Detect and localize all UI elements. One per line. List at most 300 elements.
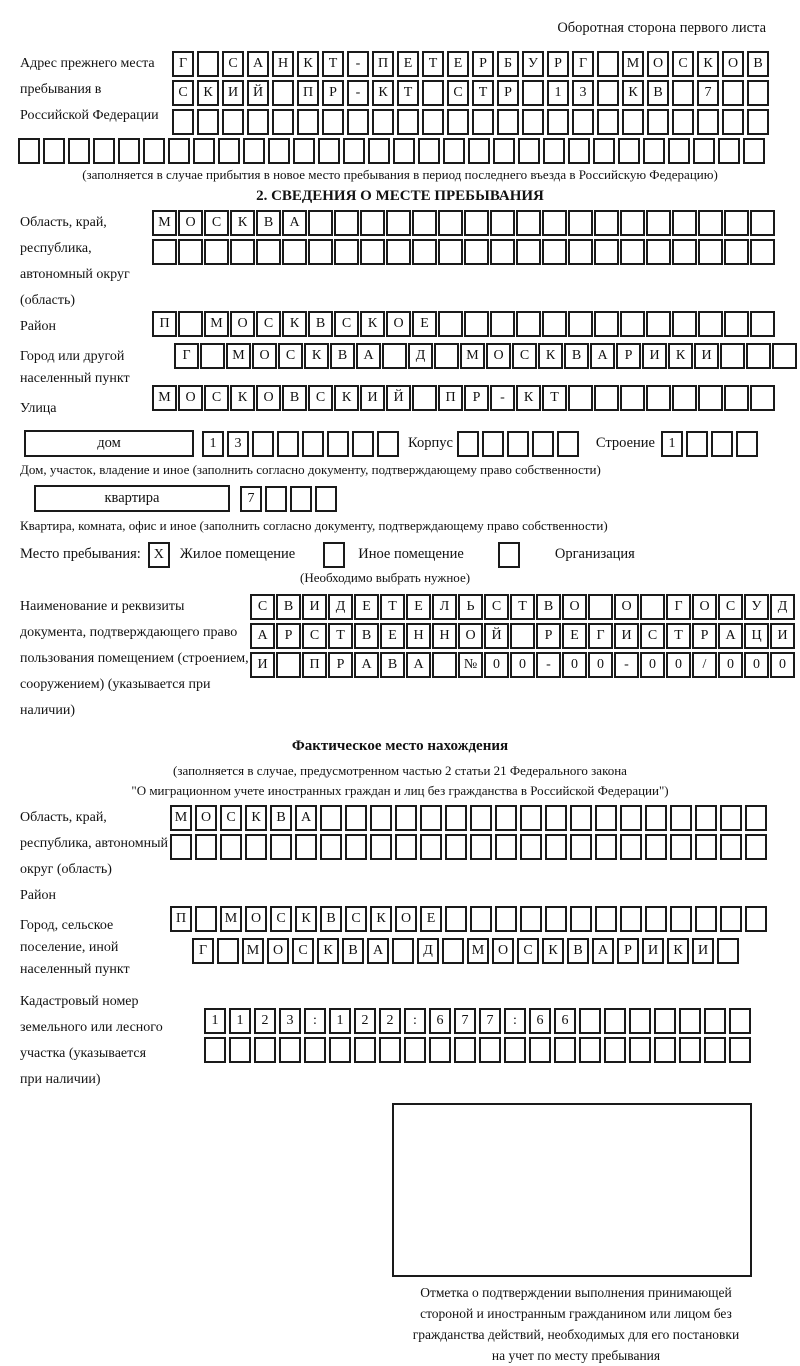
char-cell[interactable]: 0 [562,652,587,678]
char-cell[interactable] [178,311,203,337]
char-cell[interactable]: 6 [554,1008,576,1034]
char-cell[interactable] [347,109,369,135]
char-cell[interactable] [557,431,579,457]
char-cell[interactable] [490,311,515,337]
char-cell[interactable] [594,239,619,265]
char-cell[interactable] [438,210,463,236]
char-cell[interactable] [279,1037,301,1063]
char-cell[interactable]: С [308,385,333,411]
char-cell[interactable] [532,431,554,457]
char-cell[interactable]: О [614,594,639,620]
char-cell[interactable] [597,80,619,106]
char-cell[interactable]: П [372,51,394,77]
char-cell[interactable] [736,431,758,457]
char-cell[interactable] [270,834,292,860]
char-cell[interactable] [490,239,515,265]
char-cell[interactable] [595,834,617,860]
char-cell[interactable]: Ь [458,594,483,620]
char-cell[interactable]: С [517,938,539,964]
char-cell[interactable] [200,343,225,369]
char-cell[interactable] [542,239,567,265]
char-cell[interactable] [386,210,411,236]
char-cell[interactable]: М [467,938,489,964]
char-cell[interactable]: 0 [484,652,509,678]
char-cell[interactable]: А [295,805,317,831]
char-cell[interactable]: 7 [479,1008,501,1034]
char-cell[interactable] [170,834,192,860]
char-cell[interactable]: 0 [744,652,769,678]
char-cell[interactable] [724,239,749,265]
char-cell[interactable] [654,1008,676,1034]
char-cell[interactable] [293,138,315,164]
char-cell[interactable]: С [447,80,469,106]
char-cell[interactable] [193,138,215,164]
char-cell[interactable] [197,51,219,77]
char-cell[interactable]: В [320,906,342,932]
char-cell[interactable]: 1 [661,431,683,457]
char-cell[interactable] [438,239,463,265]
char-cell[interactable] [370,834,392,860]
char-cell[interactable]: В [354,623,379,649]
char-cell[interactable]: 2 [254,1008,276,1034]
char-cell[interactable] [43,138,65,164]
char-cell[interactable] [495,805,517,831]
char-cell[interactable]: 3 [227,431,249,457]
char-cell[interactable]: Р [547,51,569,77]
char-cell[interactable] [318,138,340,164]
char-cell[interactable] [272,109,294,135]
char-cell[interactable] [217,938,239,964]
char-cell[interactable] [645,834,667,860]
char-cell[interactable]: Г [174,343,199,369]
char-cell[interactable] [695,834,717,860]
char-cell[interactable]: : [504,1008,526,1034]
char-cell[interactable] [320,805,342,831]
char-cell[interactable]: Д [408,343,433,369]
char-cell[interactable] [568,311,593,337]
char-cell[interactable] [368,138,390,164]
char-cell[interactable] [195,906,217,932]
char-cell[interactable]: 3 [572,80,594,106]
char-cell[interactable]: И [360,385,385,411]
char-cell[interactable]: Г [666,594,691,620]
char-cell[interactable]: В [380,652,405,678]
checkbox-organization[interactable] [498,542,520,568]
char-cell[interactable]: О [267,938,289,964]
char-cell[interactable]: О [395,906,417,932]
char-cell[interactable] [594,210,619,236]
char-cell[interactable]: 2 [354,1008,376,1034]
char-cell[interactable] [645,906,667,932]
char-cell[interactable] [640,594,665,620]
char-cell[interactable] [464,210,489,236]
char-cell[interactable] [397,109,419,135]
char-cell[interactable]: П [152,311,177,337]
char-cell[interactable]: М [152,385,177,411]
char-cell[interactable]: И [302,594,327,620]
char-cell[interactable] [647,109,669,135]
char-cell[interactable]: В [647,80,669,106]
char-cell[interactable]: И [692,938,714,964]
char-cell[interactable] [595,805,617,831]
char-cell[interactable]: А [250,623,275,649]
char-cell[interactable]: М [460,343,485,369]
char-cell[interactable]: Т [666,623,691,649]
char-cell[interactable] [254,1037,276,1063]
char-cell[interactable] [18,138,40,164]
char-cell[interactable] [379,1037,401,1063]
char-cell[interactable]: В [747,51,769,77]
char-cell[interactable] [418,138,440,164]
char-cell[interactable]: С [256,311,281,337]
char-cell[interactable]: 0 [640,652,665,678]
char-cell[interactable]: К [245,805,267,831]
char-cell[interactable]: Й [247,80,269,106]
char-cell[interactable] [568,138,590,164]
char-cell[interactable]: О [178,385,203,411]
char-cell[interactable] [668,138,690,164]
char-cell[interactable]: Й [386,385,411,411]
char-cell[interactable] [620,834,642,860]
char-cell[interactable]: К [282,311,307,337]
char-cell[interactable]: В [342,938,364,964]
char-cell[interactable]: О [562,594,587,620]
char-cell[interactable] [746,343,771,369]
char-cell[interactable] [672,210,697,236]
char-cell[interactable] [745,906,767,932]
char-cell[interactable] [620,906,642,932]
char-cell[interactable] [464,311,489,337]
char-cell[interactable]: К [542,938,564,964]
char-cell[interactable] [245,834,267,860]
char-cell[interactable] [698,385,723,411]
char-cell[interactable] [447,109,469,135]
char-cell[interactable] [547,109,569,135]
char-cell[interactable] [646,385,671,411]
char-cell[interactable] [698,311,723,337]
char-cell[interactable] [412,385,437,411]
char-cell[interactable]: Е [397,51,419,77]
char-cell[interactable]: К [622,80,644,106]
char-cell[interactable] [352,431,374,457]
char-cell[interactable] [360,239,385,265]
char-cell[interactable] [672,80,694,106]
char-cell[interactable]: П [438,385,463,411]
char-cell[interactable]: К [197,80,219,106]
char-cell[interactable] [570,834,592,860]
char-cell[interactable]: : [304,1008,326,1034]
char-cell[interactable] [729,1037,751,1063]
char-cell[interactable]: В [567,938,589,964]
char-cell[interactable] [412,210,437,236]
char-cell[interactable]: К [230,210,255,236]
char-cell[interactable] [704,1037,726,1063]
char-cell[interactable] [490,210,515,236]
char-cell[interactable]: С [204,385,229,411]
char-cell[interactable]: С [292,938,314,964]
char-cell[interactable] [265,486,287,512]
char-cell[interactable]: В [330,343,355,369]
char-cell[interactable] [443,138,465,164]
char-cell[interactable] [243,138,265,164]
char-cell[interactable]: О [230,311,255,337]
char-cell[interactable]: 7 [697,80,719,106]
char-cell[interactable] [750,210,775,236]
char-cell[interactable]: И [222,80,244,106]
char-cell[interactable]: 1 [329,1008,351,1034]
char-cell[interactable]: Г [588,623,613,649]
char-cell[interactable] [420,834,442,860]
char-cell[interactable] [722,109,744,135]
char-cell[interactable]: - [614,652,639,678]
char-cell[interactable]: Н [272,51,294,77]
char-cell[interactable]: Р [276,623,301,649]
char-cell[interactable] [445,906,467,932]
char-cell[interactable]: К [668,343,693,369]
char-cell[interactable] [597,109,619,135]
char-cell[interactable] [377,431,399,457]
char-cell[interactable] [529,1037,551,1063]
char-cell[interactable] [308,239,333,265]
char-cell[interactable]: Д [770,594,795,620]
char-cell[interactable] [422,80,444,106]
char-cell[interactable] [646,210,671,236]
char-cell[interactable]: В [536,594,561,620]
char-cell[interactable] [554,1037,576,1063]
char-cell[interactable] [404,1037,426,1063]
char-cell[interactable] [722,80,744,106]
checkbox-residential[interactable]: X [148,542,170,568]
char-cell[interactable] [695,906,717,932]
char-cell[interactable]: Т [510,594,535,620]
char-cell[interactable]: - [536,652,561,678]
char-cell[interactable]: 0 [770,652,795,678]
char-cell[interactable] [493,138,515,164]
char-cell[interactable]: Н [406,623,431,649]
char-cell[interactable]: И [694,343,719,369]
char-cell[interactable] [516,239,541,265]
char-cell[interactable] [197,109,219,135]
char-cell[interactable] [672,239,697,265]
char-cell[interactable] [724,311,749,337]
char-cell[interactable] [686,431,708,457]
char-cell[interactable] [472,109,494,135]
char-cell[interactable]: В [308,311,333,337]
char-cell[interactable] [432,652,457,678]
char-cell[interactable]: В [276,594,301,620]
char-cell[interactable] [747,109,769,135]
char-cell[interactable] [579,1037,601,1063]
char-cell[interactable] [434,343,459,369]
char-cell[interactable]: С [484,594,509,620]
char-cell[interactable]: Е [447,51,469,77]
char-cell[interactable] [750,385,775,411]
char-cell[interactable] [620,210,645,236]
char-cell[interactable] [222,109,244,135]
char-cell[interactable] [495,906,517,932]
char-cell[interactable] [520,805,542,831]
char-cell[interactable] [646,311,671,337]
char-cell[interactable]: О [386,311,411,337]
char-cell[interactable]: Е [380,623,405,649]
char-cell[interactable] [395,834,417,860]
char-cell[interactable] [343,138,365,164]
char-cell[interactable] [620,239,645,265]
char-cell[interactable]: 0 [510,652,535,678]
char-cell[interactable] [745,834,767,860]
char-cell[interactable] [697,109,719,135]
char-cell[interactable]: С [302,623,327,649]
char-cell[interactable]: Г [572,51,594,77]
char-cell[interactable]: С [250,594,275,620]
char-cell[interactable] [572,109,594,135]
char-cell[interactable] [522,109,544,135]
char-cell[interactable] [743,138,765,164]
char-cell[interactable] [670,805,692,831]
char-cell[interactable] [393,138,415,164]
char-cell[interactable]: О [252,343,277,369]
char-cell[interactable]: Р [464,385,489,411]
char-cell[interactable]: К [360,311,385,337]
char-cell[interactable]: 7 [240,486,262,512]
char-cell[interactable]: И [642,343,667,369]
char-cell[interactable]: В [564,343,589,369]
char-cell[interactable]: А [354,652,379,678]
char-cell[interactable] [594,385,619,411]
char-cell[interactable]: Б [497,51,519,77]
char-cell[interactable]: С [204,210,229,236]
char-cell[interactable] [468,138,490,164]
char-cell[interactable]: К [230,385,255,411]
char-cell[interactable] [247,109,269,135]
char-cell[interactable] [93,138,115,164]
char-cell[interactable] [445,805,467,831]
char-cell[interactable]: Г [192,938,214,964]
char-cell[interactable] [204,1037,226,1063]
char-cell[interactable]: О [245,906,267,932]
char-cell[interactable]: 3 [279,1008,301,1034]
char-cell[interactable]: Р [497,80,519,106]
char-cell[interactable] [412,239,437,265]
char-cell[interactable] [479,1037,501,1063]
char-cell[interactable]: О [692,594,717,620]
char-cell[interactable]: Р [536,623,561,649]
char-cell[interactable]: В [270,805,292,831]
char-cell[interactable] [143,138,165,164]
char-cell[interactable] [545,834,567,860]
char-cell[interactable] [464,239,489,265]
char-cell[interactable] [178,239,203,265]
char-cell[interactable] [386,239,411,265]
char-cell[interactable] [230,239,255,265]
char-cell[interactable]: С [270,906,292,932]
char-cell[interactable]: Р [616,343,641,369]
char-cell[interactable] [372,109,394,135]
char-cell[interactable]: В [282,385,307,411]
char-cell[interactable] [118,138,140,164]
char-cell[interactable] [327,431,349,457]
char-cell[interactable] [470,805,492,831]
char-cell[interactable]: П [297,80,319,106]
char-cell[interactable] [542,210,567,236]
char-cell[interactable] [445,834,467,860]
char-cell[interactable] [646,239,671,265]
char-cell[interactable] [370,805,392,831]
char-cell[interactable] [218,138,240,164]
char-cell[interactable] [470,906,492,932]
char-cell[interactable] [497,109,519,135]
char-cell[interactable]: П [170,906,192,932]
char-cell[interactable] [172,109,194,135]
char-cell[interactable] [422,109,444,135]
char-cell[interactable]: 0 [588,652,613,678]
char-cell[interactable]: К [334,385,359,411]
char-cell[interactable] [750,239,775,265]
char-cell[interactable] [704,1008,726,1034]
char-cell[interactable] [620,311,645,337]
char-cell[interactable]: : [404,1008,426,1034]
char-cell[interactable] [604,1037,626,1063]
char-cell[interactable]: Т [328,623,353,649]
char-cell[interactable] [729,1008,751,1034]
char-cell[interactable] [597,51,619,77]
char-cell[interactable] [588,594,613,620]
char-cell[interactable] [297,109,319,135]
char-cell[interactable] [568,239,593,265]
char-cell[interactable] [334,239,359,265]
char-cell[interactable] [354,1037,376,1063]
char-cell[interactable] [672,385,697,411]
char-cell[interactable]: Е [420,906,442,932]
char-cell[interactable]: К [516,385,541,411]
char-cell[interactable]: А [590,343,615,369]
char-cell[interactable]: Г [172,51,194,77]
char-cell[interactable] [507,431,529,457]
char-cell[interactable] [495,834,517,860]
char-cell[interactable] [629,1037,651,1063]
char-cell[interactable]: К [697,51,719,77]
char-cell[interactable]: Т [380,594,405,620]
char-cell[interactable]: С [222,51,244,77]
char-cell[interactable] [457,431,479,457]
char-cell[interactable] [438,311,463,337]
char-cell[interactable] [545,805,567,831]
char-cell[interactable]: И [642,938,664,964]
char-cell[interactable]: Т [542,385,567,411]
char-cell[interactable] [252,431,274,457]
char-cell[interactable] [282,239,307,265]
char-cell[interactable]: - [347,80,369,106]
char-cell[interactable]: / [692,652,717,678]
char-cell[interactable]: К [372,80,394,106]
char-cell[interactable] [695,805,717,831]
char-cell[interactable]: Н [432,623,457,649]
char-cell[interactable]: 1 [547,80,569,106]
char-cell[interactable]: К [295,906,317,932]
char-cell[interactable]: Р [692,623,717,649]
char-cell[interactable]: Д [417,938,439,964]
char-cell[interactable] [750,311,775,337]
char-cell[interactable]: М [226,343,251,369]
char-cell[interactable]: Ц [744,623,769,649]
char-cell[interactable] [334,210,359,236]
char-cell[interactable]: О [195,805,217,831]
char-cell[interactable]: О [178,210,203,236]
char-cell[interactable]: С [278,343,303,369]
char-cell[interactable]: Е [354,594,379,620]
char-cell[interactable] [720,834,742,860]
char-cell[interactable] [204,239,229,265]
